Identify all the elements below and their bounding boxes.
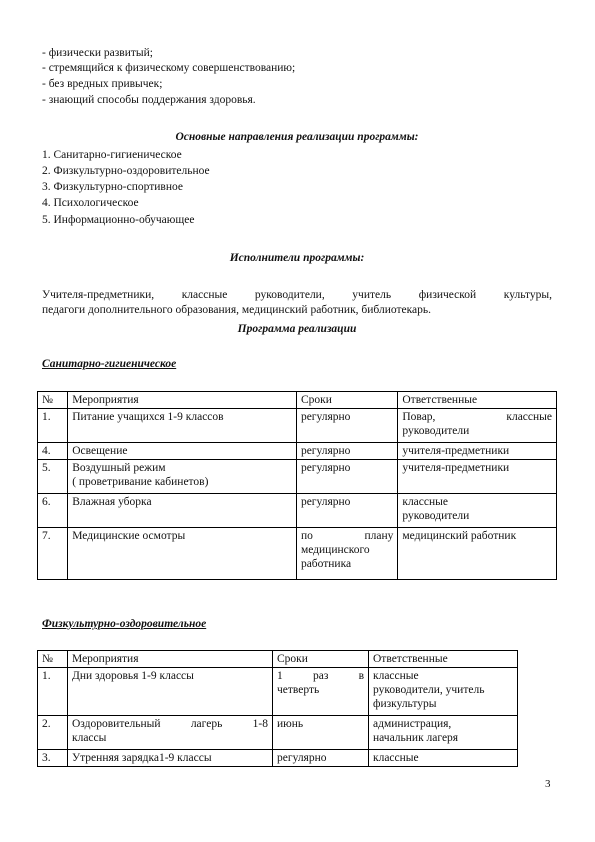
event-line: Оздоровительный лагерь 1-8 [72, 718, 268, 730]
directions-heading: Основные направления реализации программы: [175, 131, 419, 143]
row-responsible [398, 409, 557, 443]
table-row [38, 443, 557, 460]
header-term: Сроки [296, 392, 397, 409]
row-term: регулярно [296, 409, 397, 443]
responsible-line: руководители [402, 425, 470, 437]
event-line: ( проветривание кабинетов) [72, 476, 209, 488]
row-num: 7. [38, 528, 68, 580]
event-line: классы [72, 732, 107, 744]
table-row [38, 494, 557, 528]
header-num: № [38, 651, 68, 668]
responsible-line: руководители, учитель [373, 684, 485, 696]
table-row [38, 716, 518, 750]
term-line: четверть [277, 684, 320, 696]
row-responsible [369, 668, 518, 716]
row-num: 3. [38, 750, 68, 767]
table-row [38, 750, 518, 767]
term-line: по плану [300, 530, 394, 542]
term-line: медицинского [300, 544, 370, 556]
section-title-sanitary: Санитарно-гигиеническое [42, 358, 177, 370]
table-row [38, 409, 557, 443]
row-event: Питание учащихся 1-9 классов [68, 409, 297, 443]
row-num: 2. [38, 716, 68, 750]
row-term: регулярно [273, 750, 369, 767]
executors-text-line2: педагоги дополнительного образования, медицинский работник, библиотекарь. [42, 304, 432, 316]
quality-item: - без вредных привычек; [42, 78, 163, 90]
table-header-row [38, 651, 518, 668]
table-header-row [38, 392, 557, 409]
row-responsible [398, 494, 557, 528]
row-event [68, 716, 273, 750]
table-row [38, 460, 557, 494]
page-number: 3 [545, 778, 551, 790]
direction-item: 2. Физкультурно-оздоровительное [42, 165, 210, 177]
row-num: 6. [38, 494, 68, 528]
row-num: 4. [38, 443, 68, 460]
row-responsible [369, 716, 518, 750]
row-event: Освещение [68, 443, 297, 460]
responsible-line: классные [373, 670, 419, 682]
row-responsible: учителя-предметники [398, 460, 557, 494]
header-event: Мероприятия [68, 651, 273, 668]
responsible-line: начальник лагеря [373, 732, 459, 744]
quality-item: - знающий способы поддержания здоровья. [42, 94, 256, 106]
table-row [38, 528, 557, 580]
row-term [296, 528, 397, 580]
row-term: регулярно [296, 460, 397, 494]
row-event: Влажная уборка [68, 494, 297, 528]
row-event [68, 460, 297, 494]
row-term: июнь [273, 716, 369, 750]
program-heading: Программа реализации [237, 323, 357, 335]
section-title-fitness: Физкультурно-оздоровительное [42, 618, 207, 630]
direction-item: 3. Физкультурно-спортивное [42, 181, 183, 193]
row-num: 1. [38, 668, 68, 716]
table-row [38, 668, 518, 716]
executors-text-line1: Учителя-предметники, классные руководители, учитель физической культуры, [42, 289, 552, 301]
header-responsible: Ответственные [369, 651, 518, 668]
direction-item: 5. Информационно-обучающее [42, 214, 195, 226]
row-event: Медицинские осмотры [68, 528, 297, 580]
responsible-line: физкультуры [373, 698, 437, 710]
header-num: № [38, 392, 68, 409]
direction-item: 1. Санитарно-гигиеническое [42, 149, 182, 161]
row-num: 1. [38, 409, 68, 443]
row-responsible: классные [369, 750, 518, 767]
header-term: Сроки [273, 651, 369, 668]
responsible-line: руководители [402, 510, 470, 522]
quality-item: - стремящийся к физическому совершенствованию; [42, 62, 296, 74]
row-term [273, 668, 369, 716]
fitness-table [37, 650, 518, 767]
quality-item: - физически развитый; [42, 47, 153, 59]
row-term: регулярно [296, 443, 397, 460]
row-num: 5. [38, 460, 68, 494]
responsible-line: администрация, [373, 718, 452, 730]
direction-item: 4. Психологическое [42, 197, 139, 209]
sanitary-table [37, 391, 557, 580]
event-line: Воздушный режим [72, 462, 166, 474]
header-event: Мероприятия [68, 392, 297, 409]
row-responsible: учителя-предметники [398, 443, 557, 460]
term-line: 1 раз в [277, 670, 364, 682]
responsible-line: Повар, классные [402, 411, 552, 423]
responsible-line: классные [402, 496, 448, 508]
term-line: работника [300, 558, 352, 570]
row-event: Утренняя зарядка1-9 классы [68, 750, 273, 767]
row-event: Дни здоровья 1-9 классы [68, 668, 273, 716]
executors-heading: Исполнители программы: [229, 252, 365, 264]
row-term: регулярно [296, 494, 397, 528]
row-responsible: медицинский работник [398, 528, 557, 580]
header-responsible: Ответственные [398, 392, 557, 409]
